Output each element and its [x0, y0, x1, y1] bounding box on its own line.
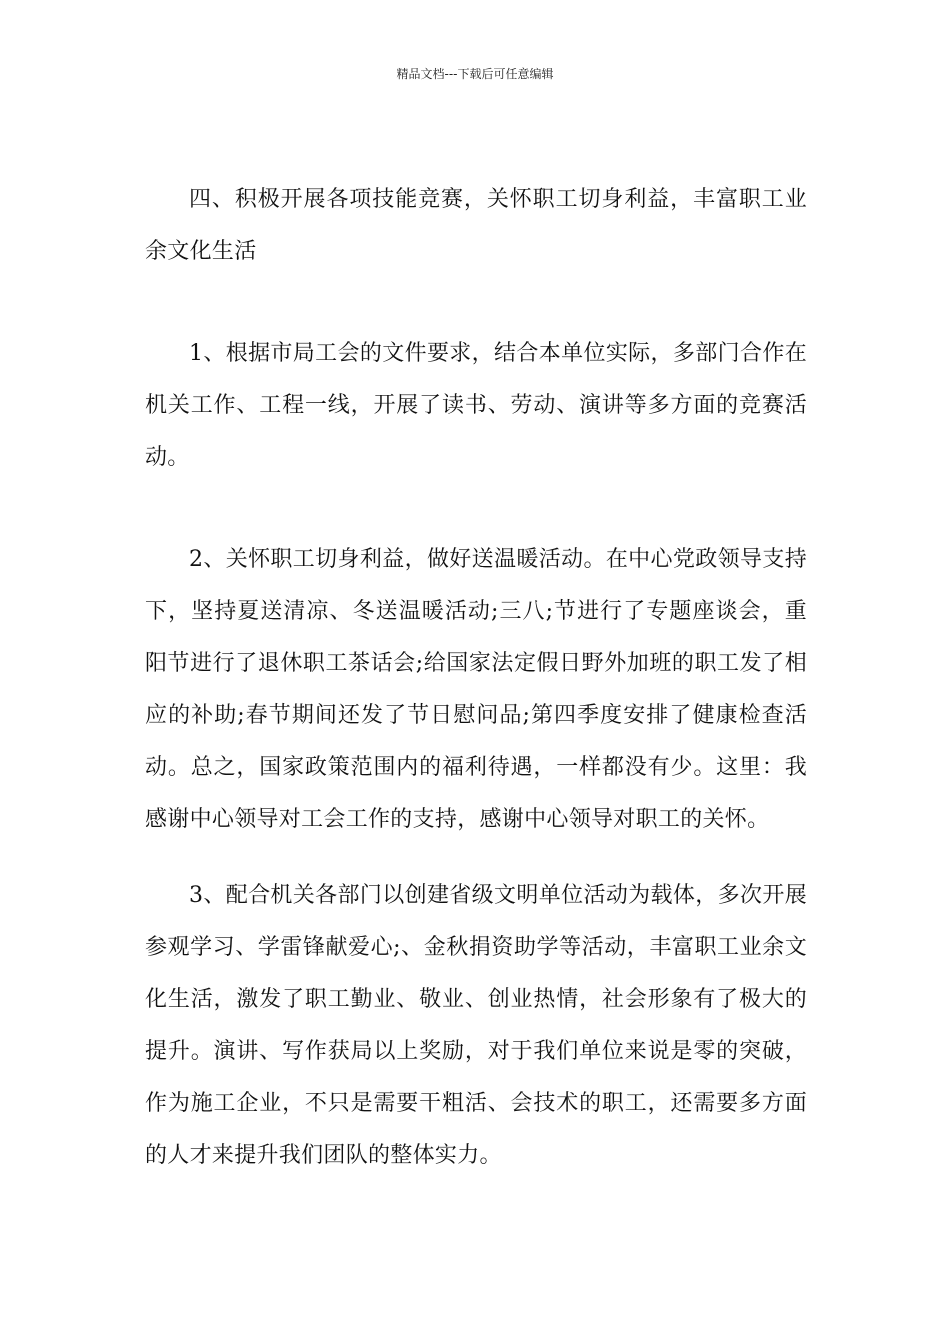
section-heading-paragraph: 四、积极开展各项技能竞赛，关怀职工切身利益，丰富职工业余文化生活	[145, 187, 807, 264]
body-paragraph-1: 1、根据市局工会的文件要求，结合本单位实际，多部门合作在机关工作、工程一线，开展了读书、劳动、演讲等多方面的竞赛活动。	[145, 341, 807, 470]
page-header: 精品文档---下载后可任意编辑	[396, 67, 554, 81]
body-paragraph-2: 2、关怀职工切身利益，做好送温暖活动。在中心党政领导支持下，坚持夏送清凉、冬送温暖活动;三八;节进行了专题座谈会，重阳节进行了退休职工茶话会;给国家法定假日野外加班的职工发了相应的补助;春节期间还发了节日慰问品;第四季度安排了健康检查活动。总之，国家政策范围内的福利待遇，一样都没有少。这里：我感谢中心领导对工会工作的支持，感谢中心领导对职工的关怀。	[145, 547, 807, 832]
body-paragraph-3: 3、配合机关各部门以创建省级文明单位活动为载体，多次开展参观学习、学雷锋献爱心;、金秋捐资助学等活动，丰富职工业余文化生活，激发了职工勤业、敬业、创业热情，社会形象有了极大的提升。演讲、写作获局以上奖励，对于我们单位来说是零的突破，作为施工企业，不只是需要干粗活、会技术的职工，还需要多方面的人才来提升我们团队的整体实力。	[145, 883, 807, 1168]
